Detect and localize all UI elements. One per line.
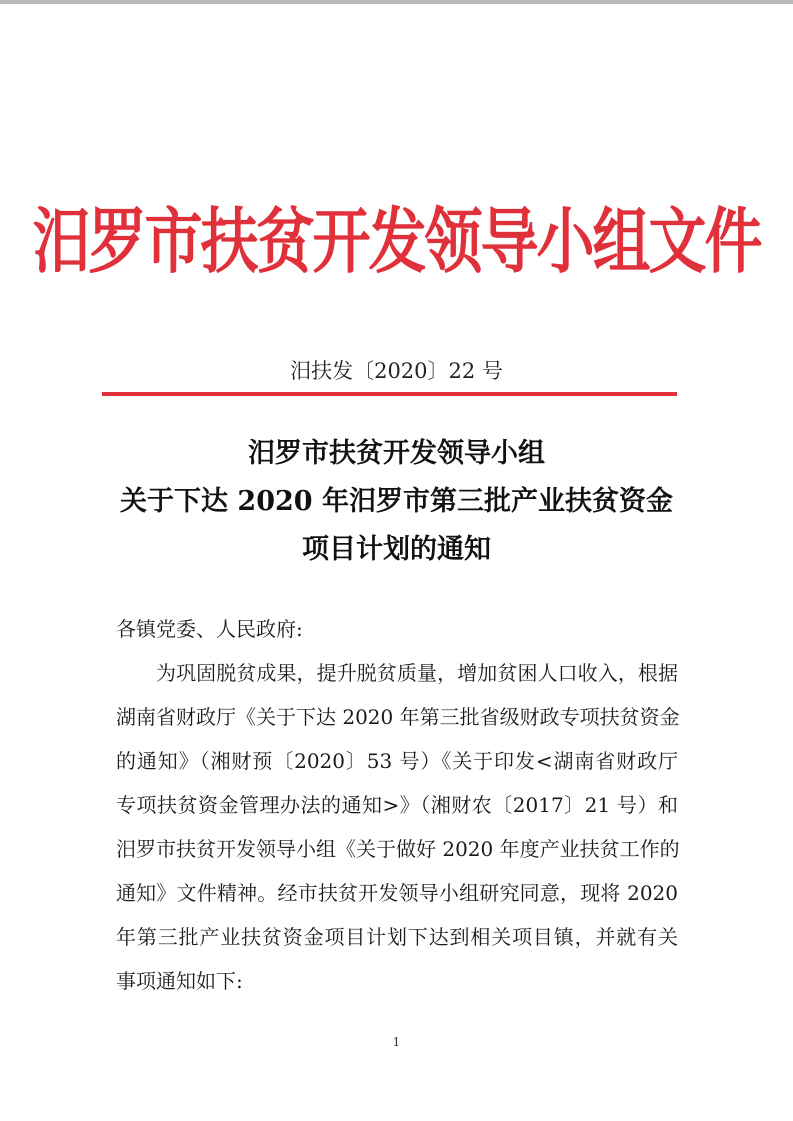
- red-separator-rule: [102, 392, 677, 396]
- title-line-1: 汨罗市扶贫开发领导小组: [248, 438, 545, 469]
- paragraph-line: 湖南省财政厅《关于下达 2020 年第三批省级财政专项扶贫资金: [116, 705, 680, 729]
- title-line-3: 项目计划的通知: [302, 534, 491, 565]
- document-number: 汨扶发〔2020〕22 号: [290, 359, 503, 383]
- document-title: [0, 430, 793, 574]
- paragraph-line: 通知》文件精神。经市扶贫开发领导小组研究同意，现将 2020: [116, 881, 678, 905]
- paragraph-line: 汨罗市扶贫开发领导小组《关于做好 2020 年度产业扶贫工作的: [116, 837, 680, 861]
- paragraph-line: 的通知》（湘财预〔2020〕53 号）《关于印发<湖南省财政厅: [116, 749, 678, 773]
- salutation: 各镇党委、人民政府:: [116, 617, 303, 641]
- title-line-2: 关于下达 2020 年汨罗市第三批产业扶贫资金: [120, 486, 673, 517]
- page-number: 1: [392, 1035, 401, 1049]
- paragraph-line: 为巩固脱贫成果，提升脱贫质量，增加贫困人口收入，根据: [156, 661, 678, 685]
- paragraph-line: 事项通知如下:: [116, 969, 243, 993]
- page-top-edge: [0, 0, 793, 4]
- masthead-title: 汨罗市扶贫开发领导小组文件: [32, 200, 761, 284]
- paragraph-line: 专项扶贫资金管理办法的通知>》（湘财农〔2017〕21 号）和: [116, 793, 678, 817]
- paragraph-line: 年第三批产业扶贫资金项目计划下达到相关项目镇，并就有关: [116, 925, 678, 949]
